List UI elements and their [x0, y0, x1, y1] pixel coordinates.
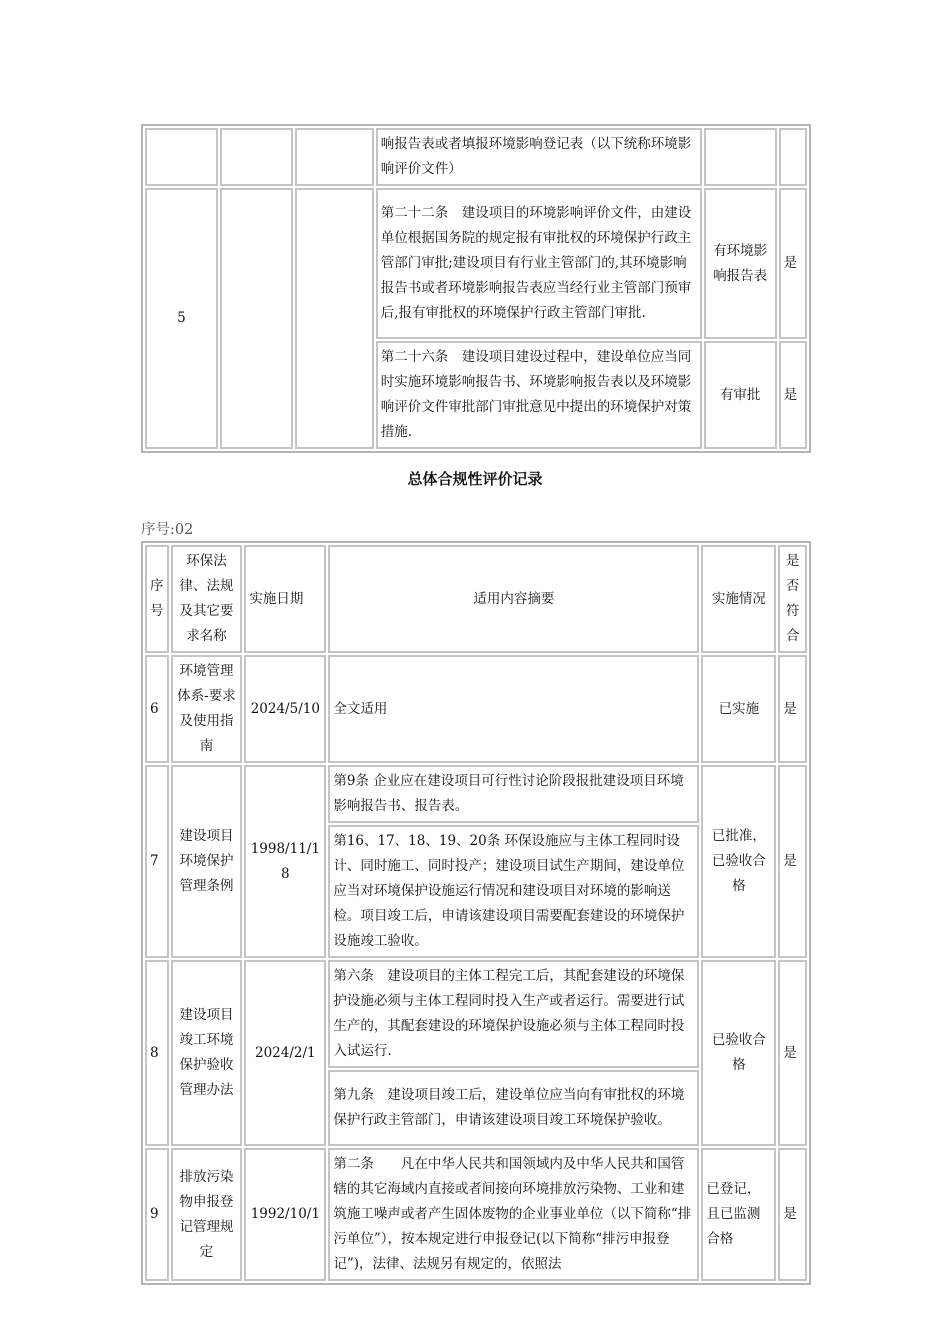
row-number: 9: [145, 1148, 169, 1281]
summary-cell: 第二条 凡在中华人民共和国领域内及中华人民共和国管辖的其它海域内直接或者间接向环境排放污染物、工业和建筑施工噪声或者产生固体废物的企业事业单位（以下简称“排污单位”），按本规定进行申报登记(以下简称“排污申报登记”)，法律、法规另有规定的，依照法: [328, 1148, 699, 1281]
header-status: 实施情况: [701, 545, 776, 653]
table-row: [145, 765, 807, 823]
table-row: [145, 960, 807, 1068]
summary-cell: 第16、17、18、19、20条 环保设施应与主体工程同时设计、同时施工、同时投产；建设项目试生产期间，建设单位应当对环境保护设施运行情况和建设项目对环境的影响送检。项目竣工后，申请该建设项目需要配套建设的环境保护设施竣工验收。: [328, 825, 699, 958]
regulation-name: 排放污染物申报登记管理规定: [171, 1148, 243, 1281]
status-cell: 有审批: [704, 341, 777, 449]
effective-date: 1992/10/1: [244, 1148, 326, 1281]
row-number: 7: [145, 765, 169, 958]
comply-cell: 是: [779, 188, 807, 339]
cell-empty: [779, 128, 807, 186]
table-row: [145, 1148, 807, 1281]
serial-number: 序号:02: [141, 522, 194, 538]
header-no: 序号: [145, 545, 169, 653]
effective-date: 1998/11/18: [244, 765, 326, 958]
summary-cell: 响报告表或者填报环境影响登记表（以下统称环境影响评价文件）: [376, 128, 702, 186]
comply-cell: 是: [778, 960, 807, 1146]
row-number: 5: [145, 188, 218, 449]
header-name: 环保法律、法规及其它要求名称: [171, 545, 243, 653]
header-summary: 适用内容摘要: [328, 545, 699, 653]
summary-cell: 第九条 建设项目竣工后，建设单位应当向有审批权的环境保护行政主管部门，申请该建设项目竣工环境保护验收。: [328, 1070, 699, 1146]
regulation-name: 环境管理体系-要求及使用指南: [171, 655, 243, 763]
section-title: 总体合规性评价记录: [407, 470, 543, 488]
status-cell: 已实施: [701, 655, 776, 763]
cell-empty: [295, 188, 374, 449]
status-cell: 有环境影响报告表: [704, 188, 777, 339]
cell-empty: [145, 128, 218, 186]
table-row: [145, 188, 807, 339]
table-header-row: [145, 545, 807, 653]
status-cell: 已验收合格: [701, 960, 776, 1146]
comply-cell: 是: [779, 341, 807, 449]
cell-empty: [220, 128, 293, 186]
table-row: [145, 655, 807, 763]
summary-cell: 第二十六条 建设项目建设过程中，建设单位应当同时实施环境影响报告书、环境影响报告表以及环境影响评价文件审批部门审批意见中提出的环境保护对策措施.: [376, 341, 702, 449]
compliance-evaluation-table: [141, 541, 811, 1285]
cell-empty: [220, 188, 293, 449]
header-date: 实施日期: [244, 545, 326, 653]
compliance-table-continued: [141, 124, 811, 453]
row-number: 6: [145, 655, 169, 763]
summary-cell: 第二十二条 建设项目的环境影响评价文件，由建设单位根据国务院的规定报有审批权的环境保护行政主管部门审批;建设项目有行业主管部门的,其环境影响报告书或者环境影响报告表应当经行业主管部门预审后,报有审批权的环境保护行政主管部门审批.: [376, 188, 702, 339]
row-number: 8: [145, 960, 169, 1146]
regulation-name: 建设项目环境保护管理条例: [171, 765, 243, 958]
effective-date: 2024/2/1: [244, 960, 326, 1146]
summary-cell: 第9条 企业应在建设项目可行性讨论阶段报批建设项目环境影响报告书、报告表。: [328, 765, 699, 823]
cell-empty: [295, 128, 374, 186]
regulation-name: 建设项目竣工环境保护验收管理办法: [171, 960, 243, 1146]
status-cell: 已批准，已验收合格: [701, 765, 776, 958]
effective-date: 2024/5/10: [244, 655, 326, 763]
summary-cell: 全文适用: [328, 655, 699, 763]
comply-cell: 是: [778, 1148, 807, 1281]
table-row: [145, 128, 807, 186]
summary-cell: 第六条 建设项目的主体工程完工后，其配套建设的环境保护设施必须与主体工程同时投入生产或者运行。需要进行试生产的，其配套建设的环境保护设施必须与主体工程同时投入试运行.: [328, 960, 699, 1068]
cell-empty: [704, 128, 777, 186]
status-cell: 已登记，且已监测合格: [701, 1148, 776, 1281]
comply-cell: 是: [778, 765, 807, 958]
header-comply: 是否符合: [778, 545, 807, 653]
comply-cell: 是: [778, 655, 807, 763]
